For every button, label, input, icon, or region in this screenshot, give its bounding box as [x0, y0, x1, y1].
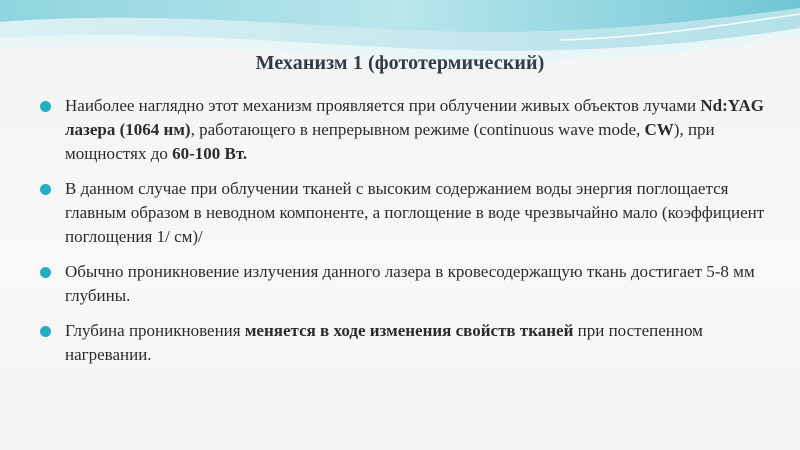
bullet-text: при постепенном нагревании. [65, 321, 703, 364]
bullet-item [39, 260, 779, 308]
bullet-text-bold: 60-100 Вт. [172, 144, 248, 163]
bullet-dot-icon [40, 267, 51, 278]
bullet-text: Глубина проникновения [65, 321, 245, 340]
bullet-item [39, 177, 779, 249]
bullet-item [39, 94, 779, 166]
bullet-text: ), при мощностях до [65, 120, 715, 163]
bullet-item [39, 319, 779, 367]
bullet-text: , работающего в непрерывном режиме (continuous wave mode, [190, 120, 645, 139]
bullet-dot-icon [40, 101, 51, 112]
slide-title: Механизм 1 (фототермический) [255, 52, 545, 74]
bullet-text-bold: Nd:YAG лазера (1064 нм) [65, 96, 764, 139]
bullet-dot-icon [40, 184, 51, 195]
bullet-text-bold: CW [644, 120, 674, 139]
bullet-dot-icon [40, 326, 51, 337]
bullet-text: Наиболее наглядно этот механизм проявляется при облучении живых объектов лучами [65, 96, 701, 115]
bullet-list [39, 94, 779, 378]
bullet-text: В данном случае при облучении тканей с высоким содержанием воды энергия поглощается главным образом в неводном компоненте, а поглощение в воде чрезвычайно мало (коэффициент поглощения 1/ см)/ [65, 179, 765, 246]
bullet-text-bold: меняется в ходе изменения свойств тканей [244, 321, 574, 340]
bullet-text: Обычно проникновение излучения данного лазера в кровесодержащую ткань достигает 5-8 мм глубины. [65, 262, 755, 305]
